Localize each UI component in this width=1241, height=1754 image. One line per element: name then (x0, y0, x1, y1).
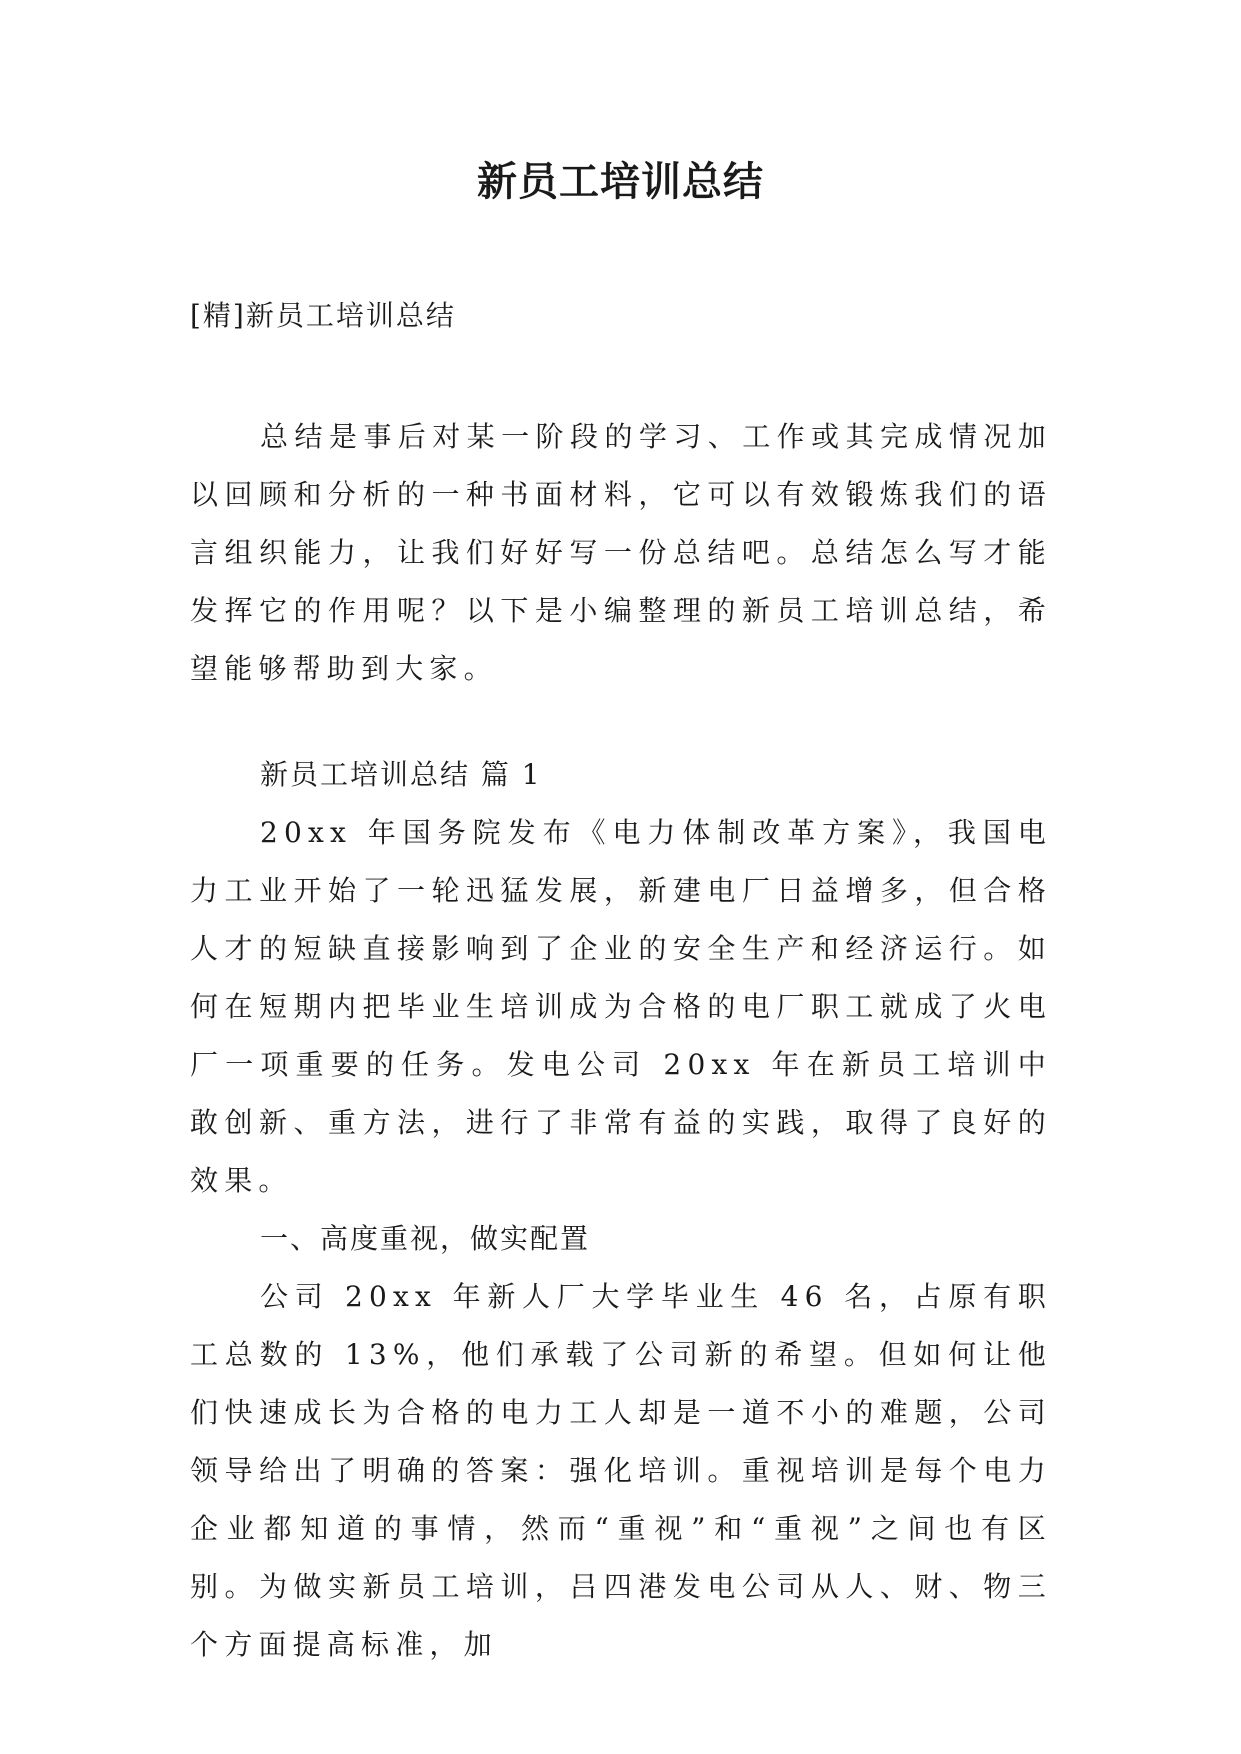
body-paragraph-1: 20xx 年国务院发布《电力体制改革方案》，我国电力工业开始了一轮迅猛发展，新建电厂日益增多，但合格人才的短缺直接影响到了企业的安全生产和经济运行。如何在短期内把毕业生培训成为合格的电厂职工就成了火电厂一项重要的任务。发电公司 20xx 年在新员工培训中敢创新、重方法，进行了非常有益的实践，取得了良好的效果。 (190, 816, 1052, 1197)
section-heading-1: 一、高度重视，做实配置 (260, 1222, 591, 1255)
section-title: 新员工培训总结 篇 1 (260, 758, 542, 791)
intro-paragraph: 总结是事后对某一阶段的学习、工作或其完成情况加以回顾和分析的一种书面材料，它可以有效锻炼我们的语言组织能力，让我们好好写一份总结吧。总结怎么写才能发挥它的作用呢？以下是小编整理的新员工培训总结，希望能够帮助到大家。 (190, 420, 1052, 685)
document-title: 新员工培训总结 (477, 158, 764, 205)
document-body (190, 408, 1052, 1674)
body-paragraph-2: 公司 20xx 年新人厂大学毕业生 46 名，占原有职工总数的 13%，他们承载了公司新的希望。但如何让他们快速成长为合格的电力工人却是一道不小的难题，公司领导给出了明确的答案：强化培训。重视培训是每个电力企业都知道的事情，然而“重视”和“重视”之间也有区别。为做实新员工培训，吕四港发电公司从人、财、物三个方面提高标准，加 (190, 1280, 1052, 1661)
document-subtitle: [精]新员工培训总结 (190, 299, 456, 332)
paragraph-spacer (190, 698, 1052, 746)
